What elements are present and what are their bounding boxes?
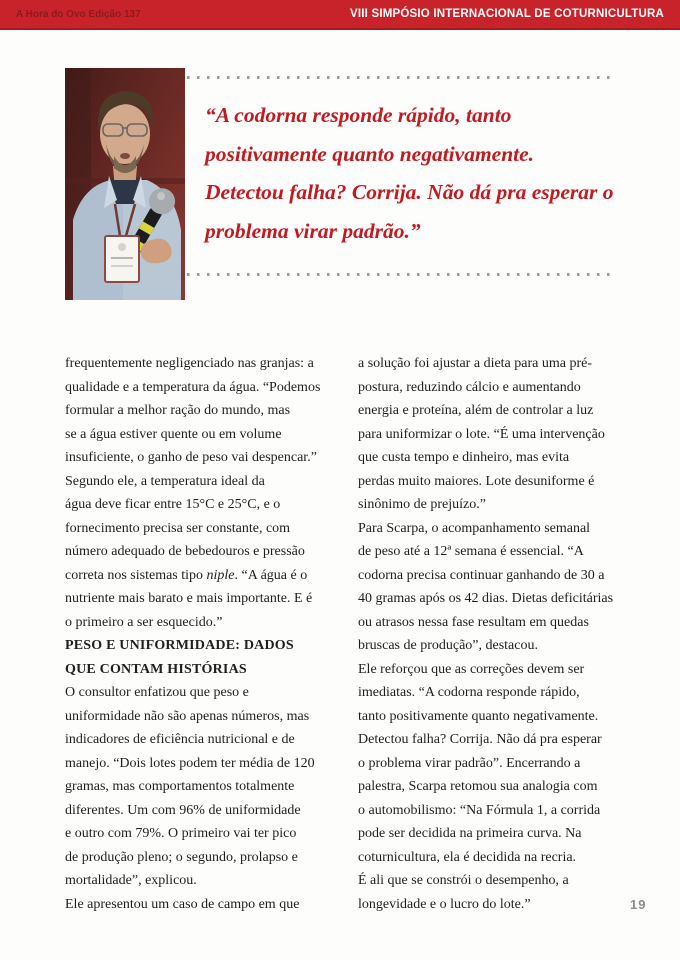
text-segment: correta nos sistemas tipo — [65, 567, 207, 583]
body-line: para uniformizar o lote. “É uma intervenção — [358, 426, 605, 442]
text-segment: niple — [206, 567, 235, 583]
body-line: palestra, Scarpa retomou sua analogia com — [358, 779, 598, 794]
body-line: a solução foi ajustar a dieta para uma pré- — [358, 356, 593, 371]
body-line: uniformidade não são apenas números, mas — [65, 708, 310, 724]
body-line: O consultor enfatizou que peso e — [65, 685, 249, 700]
body-line: o problema virar padrão”. Encerrando a — [358, 755, 581, 771]
dotted-rule-bottom — [187, 273, 617, 276]
body-line: que custa tempo e dinheiro, mas evita — [358, 450, 570, 465]
body-line: pode ser decidida na primeira curva. Na — [358, 826, 582, 841]
body-line: Detectou falha? Corrija. Não dá pra esperar — [358, 732, 602, 747]
text-segment: . “A água é o — [234, 567, 308, 583]
body-line: codorna precisa continuar ganhando de 30 a — [358, 567, 605, 583]
body-line: água deve ficar entre 15°C e 25°C, e o — [65, 497, 281, 512]
pull-quote — [185, 76, 617, 276]
body-line: o automobilismo: “Na Fórmula 1, a corrida — [358, 802, 601, 818]
quote-line: problema virar padrão.” — [205, 218, 421, 243]
body-line: perdas muito maiores. Lote desuniforme é — [358, 473, 595, 489]
subheading-line: PESO E UNIFORMIDADE: DADOS — [65, 638, 294, 653]
body-line: energia e proteína, além de controlar a luz — [358, 403, 594, 418]
page-header — [0, 0, 680, 30]
body-line: sinônimo de prejuízo.” — [358, 497, 486, 512]
page-number: 19 — [630, 897, 647, 912]
body-line: postura, reduzindo cálcio e aumentando — [358, 379, 581, 395]
body-line: número adequado de bebedouros e pressão — [65, 544, 305, 559]
body-line: fornecimento precisa ser constante, com — [65, 520, 291, 536]
header-title: VIII SIMPÓSIO INTERNACIONAL DE COTURNICULTURA — [350, 8, 664, 20]
body-line: o primeiro a ser esquecido.” — [65, 614, 223, 630]
body-line: Segundo ele, a temperatura ideal da — [65, 473, 265, 489]
quote-text — [205, 96, 617, 250]
body-line: É ali que se constrói o desempenho, a — [358, 873, 569, 888]
body-line: mortalidade”, explicou. — [65, 873, 197, 888]
body-line: indicadores de eficiência nutricional e de — [65, 732, 295, 747]
body-line: imediatas. “A codorna responde rápido, — [358, 685, 580, 700]
body-line: tanto positivamente quanto negativamente. — [358, 708, 599, 724]
body-line: ou atrasos nessa fase resultam em quedas — [358, 614, 589, 630]
edition-label: A Hora do Ovo Edição 137 — [16, 8, 141, 20]
body-line: formular a melhor ração do mundo, mas — [65, 403, 291, 418]
quote-line: positivamente quanto negativamente. — [205, 141, 535, 166]
body-line: longevidade e o lucro do lote.” — [358, 896, 531, 912]
body-line: coturnicultura, ela é decidida na recria. — [358, 849, 577, 865]
body-line: Para Scarpa, o acompanhamento semanal — [358, 520, 591, 536]
body-line: e outro com 79%. O primeiro vai ter pico — [65, 826, 297, 841]
dotted-rule-top — [187, 76, 617, 79]
speaker-photo — [65, 68, 185, 300]
body-line: diferentes. Um com 96% de uniformidade — [65, 802, 301, 818]
right-column — [358, 352, 658, 916]
speaker-photo-illustration — [65, 68, 185, 300]
body-line: bruscas de produção”, destacou. — [358, 638, 538, 653]
subheading-line: QUE CONTAM HISTÓRIAS — [65, 661, 247, 677]
left-column — [65, 352, 365, 916]
body-line: Ele reforçou que as correções devem ser — [358, 661, 585, 677]
quote-line: “A codorna responde rápido, tanto — [205, 103, 512, 127]
body-line: 40 gramas após os 42 dias. Dietas deficitárias — [358, 591, 614, 606]
body-line: qualidade e a temperatura da água. “Podemos — [65, 379, 321, 395]
quote-line: Detectou falha? Corrija. Não dá pra esperar o — [205, 180, 614, 204]
body-line: insuficiente, o ganho de peso vai despencar.” — [65, 450, 317, 465]
body-line: frequentemente negligenciado nas granjas: a — [65, 356, 314, 371]
body-line: nutriente mais barato e mais importante. E é — [65, 591, 313, 606]
body-line: gramas, mas comportamentos totalmente — [65, 779, 295, 794]
body-line: se a água estiver quente ou em volume — [65, 426, 282, 442]
body-line: Ele apresentou um caso de campo em que — [65, 896, 300, 912]
body-line: de produção pleno; o segundo, prolapso e — [65, 849, 298, 865]
body-line: de peso até a 12ª semana é essencial. “A — [358, 544, 584, 559]
body-line: manejo. “Dois lotes podem ter média de 120 — [65, 755, 315, 771]
body-line — [65, 564, 365, 588]
